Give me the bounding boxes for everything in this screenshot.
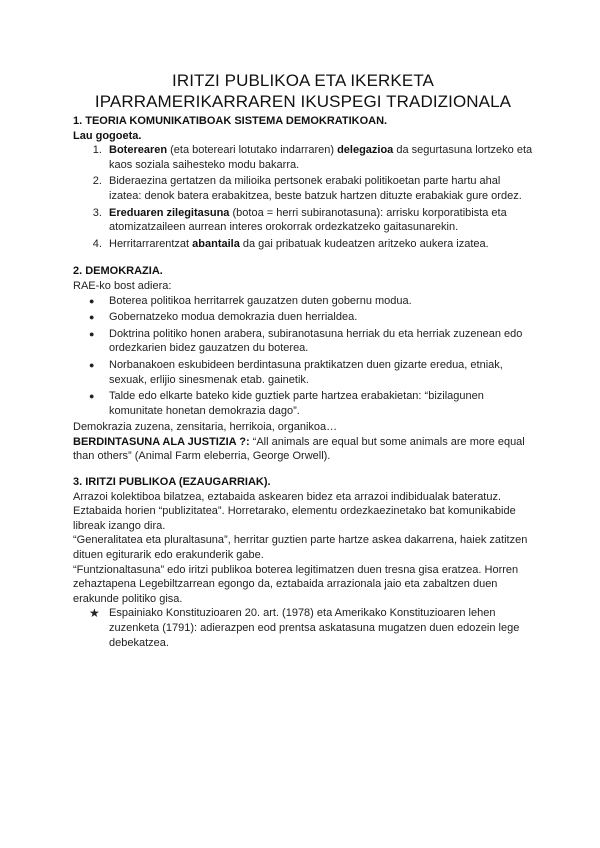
item-text: Bideraezina gertatzen da milioika pertsonek erabaki politikoetan parte hartu ahal izatea: denok batera erabakitzea, beste batzuk hartzen dituzte erabakiak gure ordez. — [109, 175, 522, 202]
bold-term: Ereduaren zilegitasuna — [109, 206, 230, 219]
democracy-types: Demokrazia zuzena, zensitaria, herrikoia, organikoa… — [73, 421, 338, 434]
equality-question — [73, 435, 533, 464]
bold-term: Boterearen — [109, 144, 168, 157]
section-1-heading: 1. TEORIA KOMUNIKATIBOAK SISTEMA DEMOKRATIKOAN. — [73, 115, 388, 127]
paragraph: “Generalitatea eta pluraltasuna”, herritar guztien parte hartze askea dakarrena, haiek zatitzen dituen egiturarik edo erakunderik gabe. — [73, 534, 528, 562]
list-item: ● Talde edo elkarte bateko kide guztiek parte hartzea erabakietan: “bizilagunen komunitate honetan demokrazia dago”. — [105, 389, 533, 418]
list-item — [105, 174, 533, 203]
document-title — [73, 70, 533, 112]
list-item: ● Gobernatzeko modua demokrazia duen herrialdea. — [105, 310, 533, 325]
question-text: “All animals are equal but some animals are more equal than others” (Animal Farm eleberria, George Orwell). — [73, 435, 525, 463]
list-item: ● Boterea politikoa herritarrek gauzatzen duten gobernu modua. — [105, 294, 533, 309]
list-item: ● Norbanakoen eskubideen berdintasuna praktikatzen duen gizarte eredua, etniak, sexuak, erlijio sinesmenak etab. gainetik. — [105, 358, 533, 387]
item-text: (botoa = herri subiranotasuna): arrisku korporatibista eta atomizatzaileen aurrean interes orokorrak ordezkatzeko gaitasunarekin. — [109, 206, 507, 234]
section-2-intro: RAE-ko bost adiera: — [73, 279, 172, 292]
document-page — [73, 70, 533, 650]
bold-term: delegazioa — [337, 144, 394, 157]
section-3-heading: 3. IRITZI PUBLIKOA (EZAUGARRIAK). — [73, 476, 271, 489]
title-line-1: IRITZI PUBLIKOA ETA IKERKETA — [172, 71, 434, 90]
section-3-star-list — [73, 606, 533, 650]
question-bold: BERDINTASUNA ALA JUSTIZIA ?: — [73, 435, 250, 448]
title-line-2: IPARRAMERIKARRAREN IKUSPEGI TRADIZIONALA — [94, 92, 512, 111]
list-item — [105, 237, 533, 252]
bold-term: abantaila — [192, 237, 240, 250]
item-text: Herritarrarentzat — [109, 237, 193, 250]
paragraph: “Funtzionaltasuna” edo iritzi publikoa boterea legitimatzen duen tresna gisa eratzea. Horren zehaztapena Legebiltzarrean egongo da, eztabaida arrazionala jaio eta zabaltzen duen erakunde politiko gisa. — [73, 563, 519, 605]
list-item — [105, 143, 533, 172]
paragraph: Eztabaida horien “publizitatea”. Horretarako, elementu ordezkaezinetako bat komunikabide libreak izango dira. — [73, 505, 516, 532]
item-text: da gai pribatuak kudeatzen aritzeko aukera izatea. — [239, 237, 489, 250]
list-item: ● Doktrina politiko honen arabera, subiranotasuna herriak du eta herriak zuzenean edo ordezkarien bidez gauzatzen du boterea. — [105, 327, 533, 356]
section-1-list — [73, 143, 533, 251]
paragraph: Arrazoi kolektiboa bilatzea, eztabaida askearen bidez eta arrazoi indibidualak bateratuz. — [73, 490, 502, 503]
item-text: (eta botereari lotutako indarraren) — [167, 144, 338, 157]
item-text: da segurtasuna lortzeko eta kaos soziala saihesteko modu bakarra. — [109, 144, 533, 171]
section-2-list — [73, 294, 533, 419]
star-item: ★ Espainiako Konstituzioaren 20. art. (1978) eta Amerikako Konstituzioaren lehen zuzenketa (1791): adierazpen eod prentsa askatasuna mugatzen duen edozein lege debekatzea. — [105, 606, 533, 650]
section-2-heading: 2. DEMOKRAZIA. — [73, 265, 163, 278]
section-1-subheading: Lau gogoeta. — [73, 129, 142, 142]
list-item — [105, 206, 533, 235]
